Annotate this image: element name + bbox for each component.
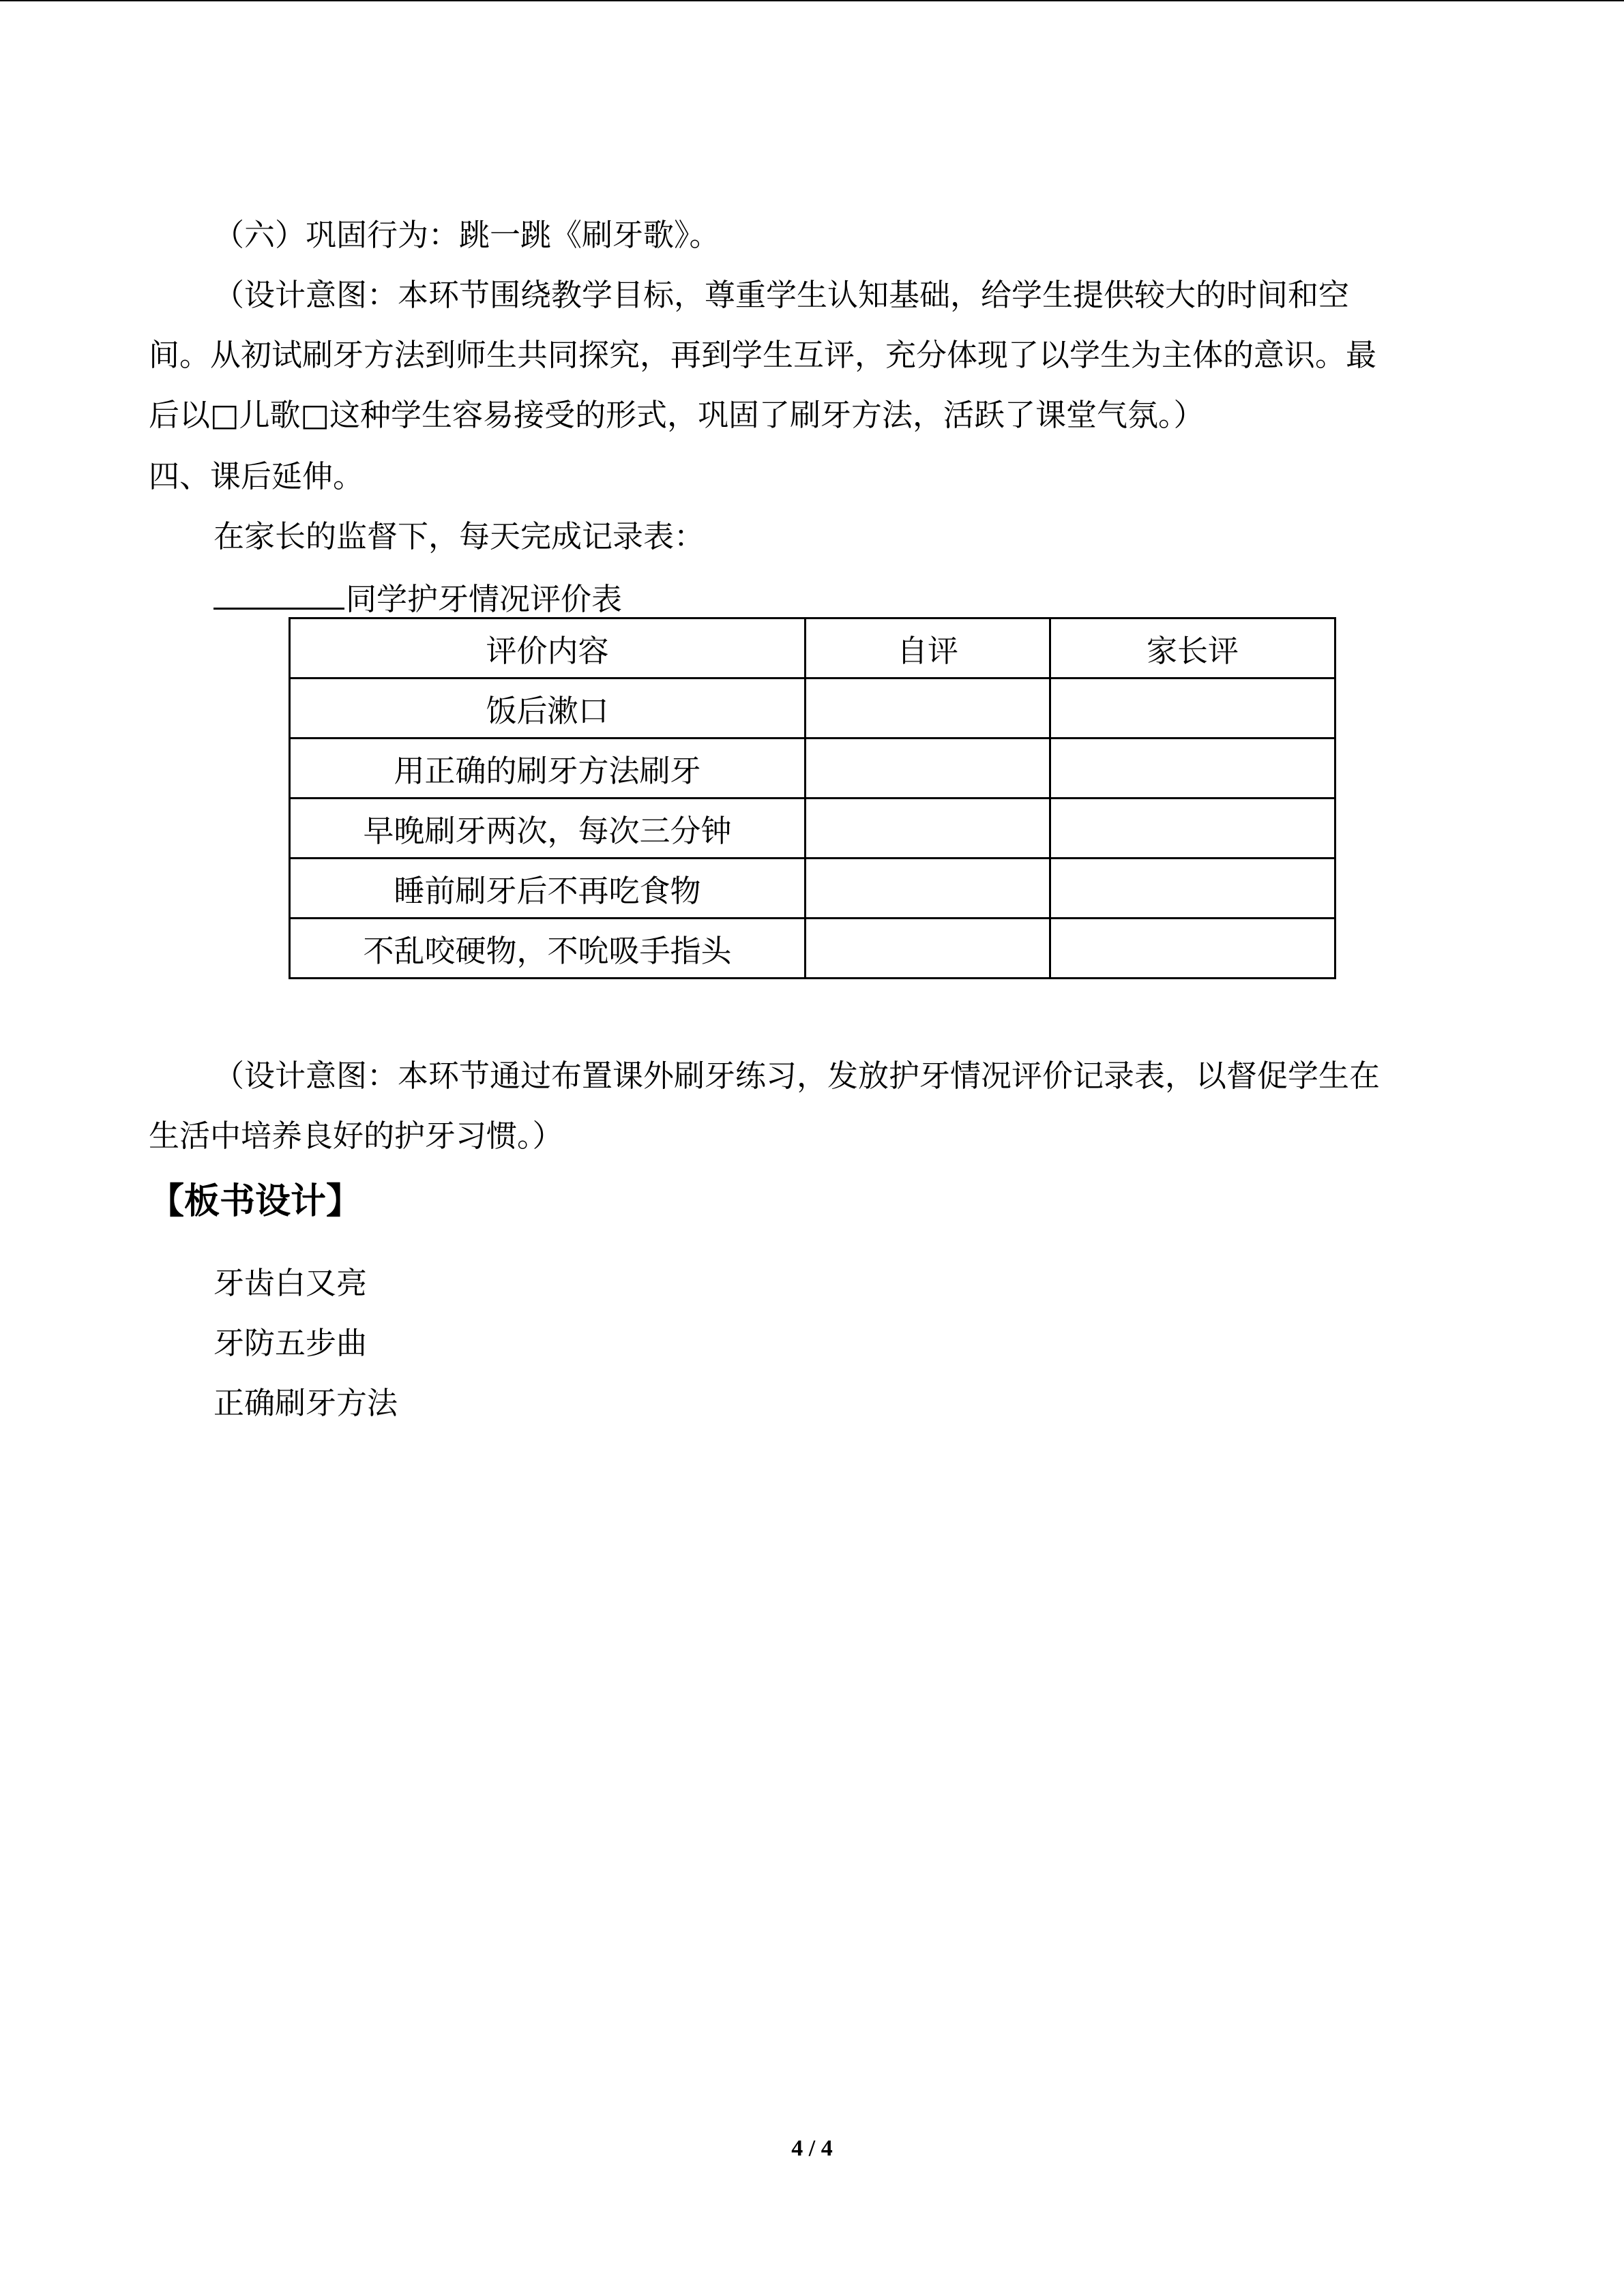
board-item: 正确刷牙方法	[213, 1385, 398, 1421]
table-row	[290, 919, 1335, 979]
design-intent-1-line-1: （设计意图：本环节围绕教学目标，尊重学生认知基础，给学生提供较大的时间和空	[213, 277, 1350, 313]
table-row	[290, 679, 1335, 739]
design-intent-1-line-2: 间。从初试刷牙方法到师生共同探究，再到学生互评，充分体现了以学生为主体的意识。最	[149, 337, 1377, 373]
row-item: 饭后漱口	[290, 679, 806, 739]
name-blank	[213, 578, 344, 610]
row-item: 用正确的刷牙方法刷牙	[290, 739, 806, 799]
table-title-text: 同学护牙情况评价表	[346, 581, 623, 617]
table-header-row	[290, 618, 1335, 679]
page-top-border	[0, 0, 1624, 1]
design-intent-2-line-1: （设计意图：本环节通过布置课外刷牙练习，发放护牙情况评价记录表，以督促学生在	[213, 1058, 1381, 1094]
board-item: 牙齿白又亮	[213, 1265, 368, 1301]
page-number: 4 / 4	[791, 2136, 833, 2161]
section-heading-extension: 四、课后延伸。	[149, 458, 364, 494]
self-eval-cell	[806, 859, 1050, 919]
header-self-eval: 自评	[806, 618, 1050, 679]
parent-eval-cell	[1050, 679, 1335, 739]
row-item: 不乱咬硬物，不吮吸手指头	[290, 919, 806, 979]
header-content: 评价内容	[290, 618, 806, 679]
row-item: 睡前刷牙后不再吃食物	[290, 859, 806, 919]
board-design-heading: 【板书设计】	[149, 1181, 362, 1222]
self-eval-cell	[806, 679, 1050, 739]
parent-eval-cell	[1050, 799, 1335, 859]
parent-eval-cell	[1050, 859, 1335, 919]
parent-eval-cell	[1050, 919, 1335, 979]
self-eval-cell	[806, 739, 1050, 799]
design-intent-1-line-3: 后以□儿歌□这种学生容易接受的形式，巩固了刷牙方法，活跃了课堂气氛。）	[149, 397, 1205, 433]
self-eval-cell	[806, 919, 1050, 979]
table-title	[213, 578, 622, 620]
evaluation-table	[289, 617, 1336, 979]
table-row	[290, 739, 1335, 799]
design-intent-2-line-2: 生活中培养良好的护牙习惯。）	[149, 1118, 563, 1154]
table-row	[290, 859, 1335, 919]
self-eval-cell	[806, 799, 1050, 859]
paragraph-record-instruction: 在家长的监督下，每天完成记录表：	[213, 518, 705, 554]
table-row	[290, 799, 1335, 859]
board-item: 牙防五步曲	[213, 1325, 368, 1361]
parent-eval-cell	[1050, 739, 1335, 799]
header-parent-eval: 家长评	[1050, 618, 1335, 679]
row-item: 早晚刷牙两次，每次三分钟	[290, 799, 806, 859]
paragraph-consolidate: （六）巩固行为：跳一跳《刷牙歌》。	[213, 217, 720, 253]
